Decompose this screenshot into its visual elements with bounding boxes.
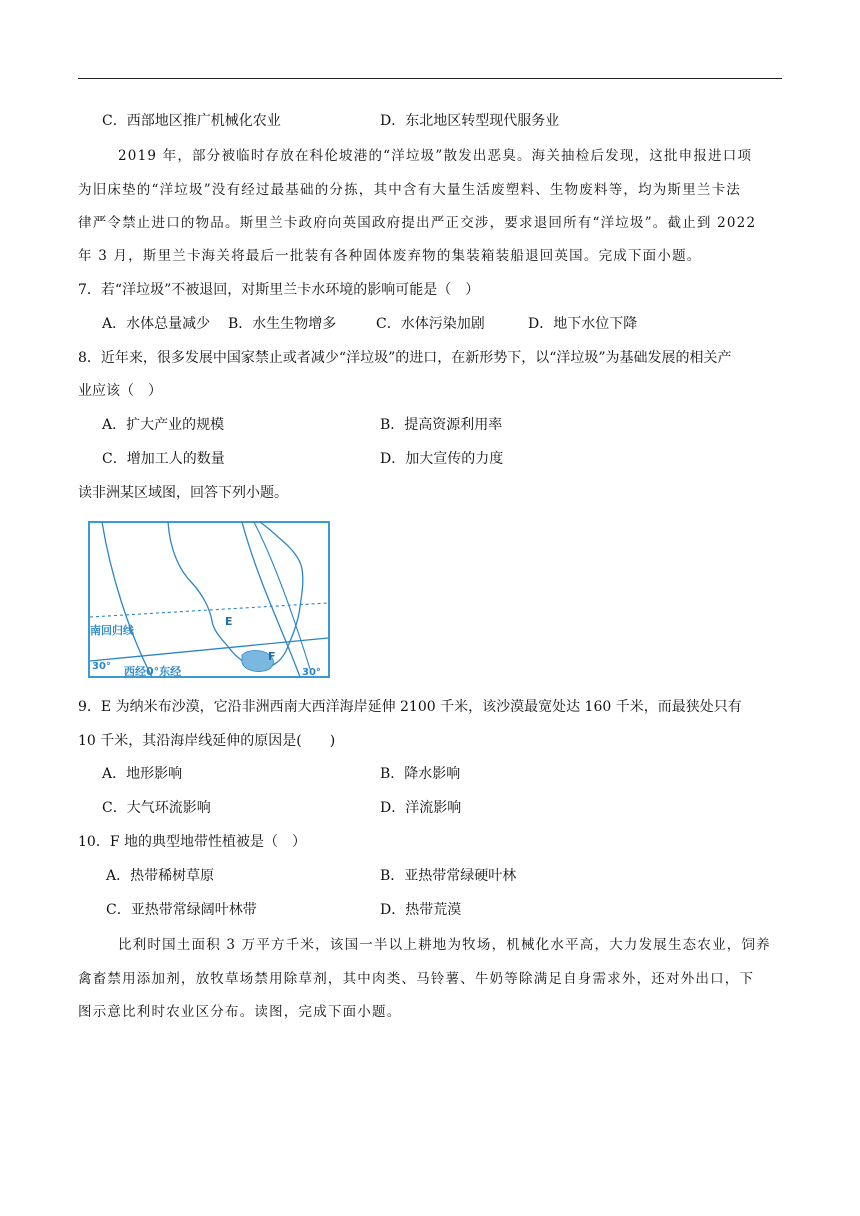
- passage2-line2: 禽畜禁用添加剂，放牧草场禁用除草剂，其中肉类、马铃薯、牛奶等除满足自身需求外，还对外出口，下: [78, 971, 755, 987]
- passage1-line1: 2019 年，部分被临时存放在科伦坡港的“洋垃圾”散发出恶臭。海关抽检后发现，这批申报进口项: [118, 148, 753, 164]
- lat-right-label: 30°: [302, 667, 321, 678]
- tropic-label: 南回归线: [90, 624, 134, 637]
- q9-option-a: A．地形影响: [102, 766, 183, 782]
- q8-option-d: D．加大宣传的力度: [380, 451, 504, 467]
- q8-option-c: C．增加工人的数量: [102, 451, 225, 467]
- meridian-label: 西经0°东经: [124, 665, 182, 678]
- point-f-label: F: [268, 650, 276, 663]
- q10-option-a: A．热带稀树草原: [106, 868, 215, 884]
- question-8-stem-line1: 8．近年来，很多发展中国家禁止或者减少“洋垃圾”的进口，在新形势下，以“洋垃圾”为基础发展的相关产: [78, 350, 732, 366]
- q7-option-a: A．水体总量减少: [102, 316, 211, 332]
- passage1-line2: 为旧床垫的“洋垃圾”没有经过最基础的分拣，其中含有大量生活废塑料、生物废料等，均为斯里兰卡法: [78, 182, 742, 198]
- question-8-stem-line2: 业应该（ ）: [78, 383, 162, 399]
- header-rule: [78, 78, 782, 79]
- map-intro: 读非洲某区域图，回答下列小题。: [78, 485, 288, 501]
- question-7-stem: 7．若“洋垃圾”不被退回，对斯里兰卡水环境的影响可能是（ ）: [78, 282, 480, 298]
- q10-option-d: D．热带荒漠: [380, 902, 462, 918]
- lat-left-label: 30°: [92, 661, 111, 672]
- question-9-stem-line2: 10 千米，其沿海岸线延伸的原因是( ): [78, 733, 336, 749]
- q7-option-b: B．水生生物增多: [228, 316, 337, 332]
- option-c-prev: C．西部地区推广机械化农业: [102, 113, 281, 129]
- africa-region-map: [88, 521, 330, 678]
- q7-option-c: C．水体污染加剧: [376, 316, 485, 332]
- q9-option-c: C．大气环流影响: [102, 800, 211, 816]
- q9-option-d: D．洋流影响: [380, 800, 462, 816]
- passage1-line4: 年 3 月，斯里兰卡海关将最后一批装有各种固体废弃物的集装箱装船退回英国。完成下面小题。: [78, 248, 702, 264]
- passage1-line3: 律严令禁止进口的物品。斯里兰卡政府向英国政府提出严正交涉，要求退回所有“洋垃圾”。截止到 2022: [78, 215, 757, 231]
- map-frame: [89, 522, 329, 677]
- option-d-prev: D．东北地区转型现代服务业: [380, 113, 560, 129]
- passage2-line3: 图示意比利时农业区分布。读图，完成下面小题。: [78, 1004, 402, 1020]
- q7-option-d: D．地下水位下降: [528, 316, 638, 332]
- point-e-label: E: [225, 615, 233, 628]
- question-9-stem-line1: 9．E 为纳米布沙漠，它沿非洲西南大西洋海岸延伸 2100 千米，该沙漠最宽处达 160 千米，而最狭处只有: [78, 699, 742, 715]
- question-10-stem: 10．F 地的典型地带性植被是（ ）: [78, 834, 306, 850]
- q8-option-b: B．提高资源利用率: [380, 417, 503, 433]
- passage2-line1: 比利时国土面积 3 万平方千米，该国一半以上耕地为牧场，机械化水平高，大力发展生态农业，饲养: [118, 937, 771, 953]
- q8-option-a: A．扩大产业的规模: [102, 417, 225, 433]
- q9-option-b: B．降水影响: [380, 766, 461, 782]
- q10-option-c: C．亚热带常绿阔叶林带: [106, 902, 257, 918]
- q10-option-b: B．亚热带常绿硬叶林: [380, 868, 517, 884]
